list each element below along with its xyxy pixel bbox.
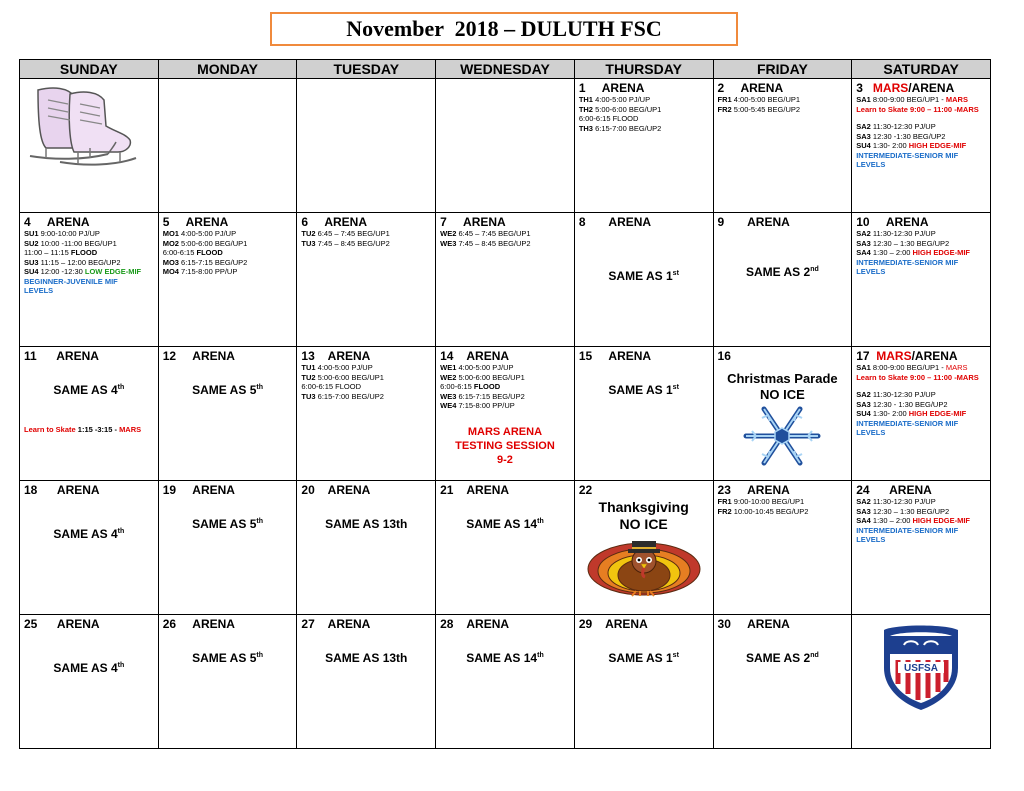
session-line: WE3 7:45 – 8:45 BEG/UP2	[440, 238, 531, 248]
day-number: 3	[856, 81, 863, 95]
day-cell-16	[713, 347, 852, 481]
day-number: 11	[24, 349, 37, 363]
day-number: 30	[717, 617, 731, 631]
location-label: ARENA	[327, 483, 371, 497]
day-header	[718, 82, 848, 95]
day-cell-empty	[297, 79, 436, 213]
day-header	[24, 618, 154, 631]
day-number: 22	[578, 483, 593, 497]
same-as-note: SAME AS 2nd	[745, 265, 819, 279]
learn-to-skate-note: Learn to Skate 1:15 -3:15 - MARS	[24, 425, 142, 434]
weekday-header: THURSDAY	[574, 60, 713, 79]
day-header	[856, 216, 986, 229]
session-line: MO1 4:00-5:00 PJ/UP	[162, 229, 237, 238]
session-line: 6:00-6:15 FLOOD	[301, 382, 362, 391]
day-number: 5	[162, 215, 170, 229]
same-as-note: SAME AS 4th	[53, 527, 125, 541]
day-cell-29	[574, 615, 713, 749]
session-line: TH3 6:15-7:00 BEG/UP2	[578, 123, 662, 133]
session-line: MO3 6:15-7:15 BEG/UP2	[162, 257, 248, 267]
day-cell-9	[713, 213, 852, 347]
day-cell-1	[574, 79, 713, 213]
levels-note: LEVELS	[856, 160, 886, 169]
turkey-icon	[584, 533, 704, 597]
day-number: 10	[856, 215, 870, 229]
day-number: 17	[856, 349, 870, 363]
day-header	[579, 216, 709, 229]
session-line: SA2 11:30-12:30 PJ/UP	[856, 122, 936, 131]
same-as-note: SAME AS 14th	[466, 651, 544, 665]
session-line: SU4 12:00 -12:30 LOW EDGE-MIF	[24, 267, 142, 276]
day-number: 16	[717, 349, 731, 363]
session-line: WE2 6:45 – 7:45 BEG/UP1	[440, 229, 531, 238]
day-cell-22	[574, 481, 713, 615]
location-label: ARENA	[608, 349, 652, 363]
day-number: 27	[301, 617, 315, 631]
mars-label: MARS	[876, 349, 912, 363]
day-header	[718, 216, 848, 229]
session-line: SA3 12:30 -1:30 BEG/UP2	[856, 131, 946, 141]
session-line: FR2 5:00-5:45 BEG/UP2	[717, 104, 801, 114]
weekday-header: SUNDAY	[20, 60, 159, 79]
location-label: ARENA	[324, 215, 367, 229]
location-label: ARENA	[885, 215, 929, 229]
day-cell-21	[436, 481, 575, 615]
same-as-note: SAME AS 1st	[608, 651, 679, 665]
day-number: 6	[301, 215, 309, 229]
location-label: ARENA	[466, 483, 510, 497]
day-header	[856, 484, 986, 497]
weekday-header: TUESDAY	[297, 60, 436, 79]
same-as-note: SAME AS 1st	[608, 269, 679, 283]
day-header: 17 MARS/ARENA	[856, 349, 958, 363]
same-as-note: SAME AS 5th	[192, 651, 263, 665]
day-number: 7	[440, 215, 447, 229]
session-line: TU1 4:00-5:00 PJ/UP	[301, 363, 373, 372]
session-line: MO4 7:15-8:00 PP/UP	[162, 267, 238, 276]
day-number: 2	[717, 81, 725, 95]
day-number: 1	[578, 81, 586, 95]
weekday-header: WEDNESDAY	[436, 60, 575, 79]
day-cell-empty	[158, 79, 297, 213]
session-line: WE2 5:00-6:00 BEG/UP1	[440, 372, 525, 382]
same-as-note: SAME AS 13th	[325, 651, 408, 665]
session-line: SA2 11:30-12:30 PJ/UP	[856, 497, 936, 506]
location-label: ARENA	[466, 349, 510, 363]
day-number: 20	[301, 483, 315, 497]
learn-to-skate-note: Learn to Skate 9:00 – 11:00 -MARS	[856, 104, 979, 114]
weekday-header: SATURDAY	[852, 60, 991, 79]
day-number: 4	[24, 215, 31, 229]
session-line: 6:00-6:15 FLOOD	[162, 248, 223, 257]
day-header	[24, 350, 154, 363]
day-header	[440, 216, 570, 229]
day-number: 15	[578, 349, 593, 363]
session-line: TU3 7:45 – 8:45 BEG/UP2	[301, 238, 390, 248]
day-cell-23	[713, 481, 852, 615]
location-label: ARENA	[185, 215, 229, 229]
day-number: 23	[717, 483, 731, 497]
day-cell-12	[158, 347, 297, 481]
session-line: SA4 1:30 – 2:00 HIGH EDGE-MIF	[856, 248, 971, 257]
location-label: ARENA	[327, 617, 371, 631]
calendar-grid	[19, 59, 991, 749]
session-line: SA2 11:30-12:30 PJ/UP	[856, 390, 936, 399]
session-line: WE3 6:15-7:15 BEG/UP2	[440, 391, 525, 401]
testing-session-note: MARS ARENA TESTING SESSION 9-2	[455, 425, 555, 466]
session-line: SU4 1:30- 2:00 HIGH EDGE-MIF	[856, 141, 967, 150]
session-line: 6:00-6:15 FLOOD	[440, 382, 501, 391]
day-cell-15	[574, 347, 713, 481]
location-label: ARENA	[889, 483, 932, 497]
day-header	[579, 618, 709, 631]
day-number: 18	[24, 483, 38, 497]
day-number: 28	[440, 617, 454, 631]
day-number: 21	[440, 483, 454, 497]
day-cell-4	[20, 213, 159, 347]
day-cell-6	[297, 213, 436, 347]
day-header	[163, 216, 293, 229]
day-cell-8	[574, 213, 713, 347]
day-cell-11	[20, 347, 159, 481]
day-header	[579, 350, 709, 363]
session-line: 11:00 – 11:15 FLOOD	[24, 248, 98, 257]
session-line: TU3 6:15-7:00 BEG/UP2	[301, 391, 384, 401]
week-row	[20, 79, 991, 213]
session-line: SA1 8:00-9:00 BEG/UP1 - MARS	[856, 95, 968, 104]
week-row	[20, 347, 991, 481]
day-header	[163, 484, 293, 497]
levels-note: LEVELS	[856, 535, 886, 544]
session-line: SA3 12:30 – 1:30 BEG/UP2	[856, 506, 950, 516]
day-header: 3 MARS/ARENA	[856, 81, 955, 95]
ice-skates-icon	[24, 82, 139, 174]
weekday-header: FRIDAY	[713, 60, 852, 79]
same-as-note: SAME AS 1st	[608, 383, 679, 397]
day-header	[579, 484, 709, 497]
day-cell-18	[20, 481, 159, 615]
day-header	[301, 350, 431, 363]
location-label: ARENA	[327, 349, 371, 363]
week-row	[20, 213, 991, 347]
same-as-note: SAME AS 5th	[192, 383, 263, 397]
day-cell-13	[297, 347, 436, 481]
session-line: SU4 1:30- 2:00 HIGH EDGE-MIF	[856, 409, 967, 418]
day-cell-28	[436, 615, 575, 749]
mars-label: MARS	[872, 81, 909, 95]
day-cell-19	[158, 481, 297, 615]
day-header	[718, 484, 848, 497]
session-line: TU2 6:45 – 7:45 BEG/UP1	[301, 229, 390, 238]
session-line: WE1 4:00-5:00 PJ/UP	[440, 363, 514, 372]
session-line: TU2 5:00-6:00 BEG/UP1	[301, 372, 384, 382]
location-label: ARENA	[747, 617, 790, 631]
location-label: ARENA	[601, 81, 645, 95]
location-label: ARENA	[463, 215, 506, 229]
calendar-title: November 2018 – DULUTH FSC	[270, 12, 738, 46]
session-line: SA2 11:30-12:30 PJ/UP	[856, 229, 936, 238]
day-number: 9	[717, 215, 725, 229]
day-header	[440, 350, 570, 363]
location-label: ARENA	[192, 617, 235, 631]
same-as-note: SAME AS 13th	[325, 517, 408, 531]
event-note: Christmas Parade NO ICE	[727, 371, 838, 402]
day-cell-2	[713, 79, 852, 213]
day-header	[301, 216, 431, 229]
day-header	[579, 82, 709, 95]
day-cell-17	[852, 347, 991, 481]
day-cell-14	[436, 347, 575, 481]
day-number: 29	[578, 617, 593, 631]
day-cell-empty	[436, 79, 575, 213]
learn-to-skate-note: Learn to Skate 9:00 – 11:00 -MARS	[856, 372, 979, 382]
day-header	[24, 484, 154, 497]
day-cell-empty	[20, 79, 159, 213]
levels-note: BEGINNER-JUVENILE MIF	[24, 276, 118, 286]
event-note: Thanksgiving NO ICE	[598, 499, 689, 532]
day-number: 25	[24, 617, 38, 631]
levels-note: INTERMEDIATE-SENIOR MIF	[856, 150, 959, 160]
session-line: TH2 5:00-6:00 BEG/UP1	[578, 104, 662, 114]
location-label: ARENA	[56, 617, 100, 631]
levels-note: LEVELS	[24, 286, 54, 295]
session-line: SU1 9:00-10:00 PJ/UP	[24, 229, 100, 238]
same-as-note: SAME AS 4th	[53, 661, 125, 675]
usfsa-logo-text: USFSA	[904, 663, 939, 674]
day-header	[718, 618, 848, 631]
same-as-note: SAME AS 14th	[466, 517, 544, 531]
day-header	[301, 618, 431, 631]
day-number: 12	[162, 349, 177, 363]
week-row	[20, 615, 991, 749]
day-cell-20	[297, 481, 436, 615]
session-line: WE4 7:15-8:00 PP/UP	[440, 401, 515, 410]
weekday-header-row	[20, 60, 991, 79]
session-line: MO2 5:00-6:00 BEG/UP1	[162, 238, 248, 248]
day-number: 26	[162, 617, 177, 631]
day-header	[718, 350, 848, 363]
location-label: ARENA	[608, 215, 652, 229]
location-label: ARENA	[192, 349, 235, 363]
session-line: SA1 8:00-9:00 BEG/UP1 - MARS	[856, 363, 968, 372]
day-cell-3	[852, 79, 991, 213]
session-line: FR1 4:00-5:00 BEG/UP1	[717, 95, 801, 104]
session-line: SA3 12:30 – 1:30 BEG/UP2	[856, 238, 950, 248]
levels-note: INTERMEDIATE-SENIOR MIF	[856, 525, 959, 535]
day-header	[163, 350, 293, 363]
snowflake-icon	[740, 405, 824, 467]
weekday-header: MONDAY	[158, 60, 297, 79]
same-as-note: SAME AS 2nd	[745, 651, 819, 665]
session-line: SU3 11:15 – 12:00 BEG/UP2	[24, 257, 121, 267]
day-cell-24	[852, 481, 991, 615]
location-label: ARENA	[56, 483, 100, 497]
day-cell-26	[158, 615, 297, 749]
day-number: 8	[578, 215, 586, 229]
day-cell-10	[852, 213, 991, 347]
usfsa-logo-icon	[876, 620, 966, 712]
day-header	[440, 618, 570, 631]
session-line: SU2 10:00 -11:00 BEG/UP1	[24, 238, 117, 248]
same-as-note: SAME AS 5th	[192, 517, 263, 531]
day-cell-30	[713, 615, 852, 749]
location-label: ARENA	[747, 215, 790, 229]
location-label: ARENA	[466, 617, 510, 631]
levels-note: LEVELS	[856, 267, 886, 276]
session-line: FR1 9:00-10:00 BEG/UP1	[717, 497, 805, 506]
week-row	[20, 481, 991, 615]
day-cell-5	[158, 213, 297, 347]
day-header	[440, 484, 570, 497]
levels-note: INTERMEDIATE-SENIOR MIF	[856, 257, 959, 267]
session-line: FR2 10:00-10:45 BEG/UP2	[717, 506, 809, 516]
location-label: ARENA	[192, 483, 235, 497]
session-line: 6:00-6:15 FLOOD	[578, 114, 639, 123]
location-label: ARENA	[747, 483, 790, 497]
day-cell-empty	[852, 615, 991, 749]
location-label: ARENA	[46, 215, 90, 229]
same-as-note: SAME AS 4th	[53, 383, 125, 397]
session-line: SA3 12:30 - 1:30 BEG/UP2	[856, 399, 948, 409]
day-number: 19	[162, 483, 177, 497]
day-cell-27	[297, 615, 436, 749]
location-label: ARENA	[740, 81, 784, 95]
day-cell-25	[20, 615, 159, 749]
day-number: 14	[440, 349, 454, 363]
location-label: ARENA	[56, 349, 99, 363]
day-header	[163, 618, 293, 631]
day-number: 13	[301, 349, 315, 363]
levels-note: LEVELS	[856, 428, 886, 437]
levels-note: INTERMEDIATE-SENIOR MIF	[856, 418, 959, 428]
session-line: SA4 1:30 – 2:00 HIGH EDGE-MIF	[856, 516, 971, 525]
session-line: TH1 4:00-5:00 PJ/UP	[578, 95, 651, 104]
day-header	[24, 216, 154, 229]
location-label: ARENA	[605, 617, 648, 631]
day-cell-7	[436, 213, 575, 347]
day-header	[301, 484, 431, 497]
day-number: 24	[856, 483, 870, 497]
